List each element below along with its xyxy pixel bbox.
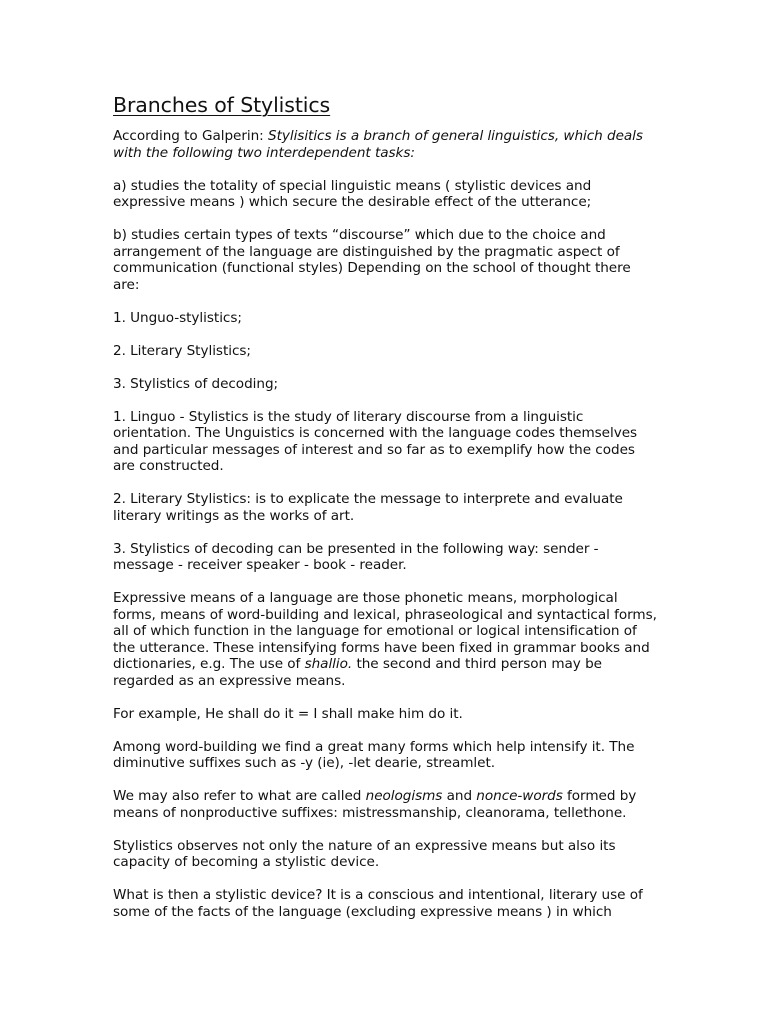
expressive-means-text: Expressive means of a language are those phonetic means, morphological forms, means of word-building and lexical, phraseological and syntactical forms, all of which function in the language for emotional or logical intensification of the utterance. These intensifying forms have been fixed in grammar books and dictionaries, e.g. The use of: [113, 590, 657, 672]
neologisms-text-middle: and: [442, 788, 477, 804]
linguo-stylistics-paragraph: 1. Linguo - Stylistics is the study of literary discourse from a linguistic orientation. The Unguistics is concerned with the language codes themselves and particular messages of interest and so far as to exemplify how the codes are constructed.: [113, 408, 638, 474]
neologisms-paragraph: [113, 788, 658, 821]
expressive-means-text-end: the second and third person may be regarded as an expressive means.: [113, 656, 602, 689]
list-item: 1. Unguo-stylistics;: [113, 309, 242, 326]
neologisms-text-end: formed by means of nonproductive suffixes: mistressmanship, cleanorama, tellethone.: [113, 788, 637, 821]
document-title: Branches of Stylistics: [113, 93, 331, 117]
expressive-means-paragraph: [113, 590, 658, 689]
literary-stylistics-paragraph: 2. Literary Stylistics: is to explicate the message to interprete and evaluate literary writings as the works of art.: [113, 491, 623, 524]
intro-quote: Stylisitics is a branch of general linguistics, which deals with the following two interdependent tasks:: [113, 128, 643, 161]
shallio-term: shallio.: [304, 656, 353, 672]
decoding-paragraph: 3. Stylistics of decoding can be presented in the following way: sender - message - receiver speaker - book - reader.: [113, 540, 599, 573]
neologisms-text: We may also refer to what are called: [113, 788, 366, 804]
task-a-paragraph: a) studies the totality of special linguistic means ( stylistic devices and expressive means ) which secure the desirable effect of the utterance;: [113, 177, 592, 210]
stylistic-device-definition-paragraph: What is then a stylistic device? It is a conscious and intentional, literary use of some of the facts of the language (excluding expressive means ) in which: [113, 887, 643, 920]
document-page: [113, 92, 658, 937]
list-item: 3. Stylistics of decoding;: [113, 375, 279, 392]
intro-paragraph: [113, 128, 658, 161]
task-b-paragraph: b) studies certain types of texts “discourse” which due to the choice and arrangement of the language are distinguished by the pragmatic aspect of communication (functional styles) Depending on the school of thought there are:: [113, 227, 631, 293]
neologisms-term: neologisms: [365, 788, 443, 804]
nonce-words-term: nonce-words: [476, 788, 563, 804]
intro-lead: According to Galperin:: [113, 128, 268, 144]
word-building-paragraph: Among word-building we find a great many forms which help intensify it. The diminutive suffixes such as -y (ie), -let dearie, streamlet.: [113, 738, 635, 771]
stylistic-device-capacity-paragraph: Stylistics observes not only the nature of an expressive means but also its capacity of becoming a stylistic device.: [113, 837, 616, 870]
list-item: 2. Literary Stylistics;: [113, 342, 251, 359]
example-paragraph: For example, He shall do it = I shall make him do it.: [113, 705, 463, 722]
